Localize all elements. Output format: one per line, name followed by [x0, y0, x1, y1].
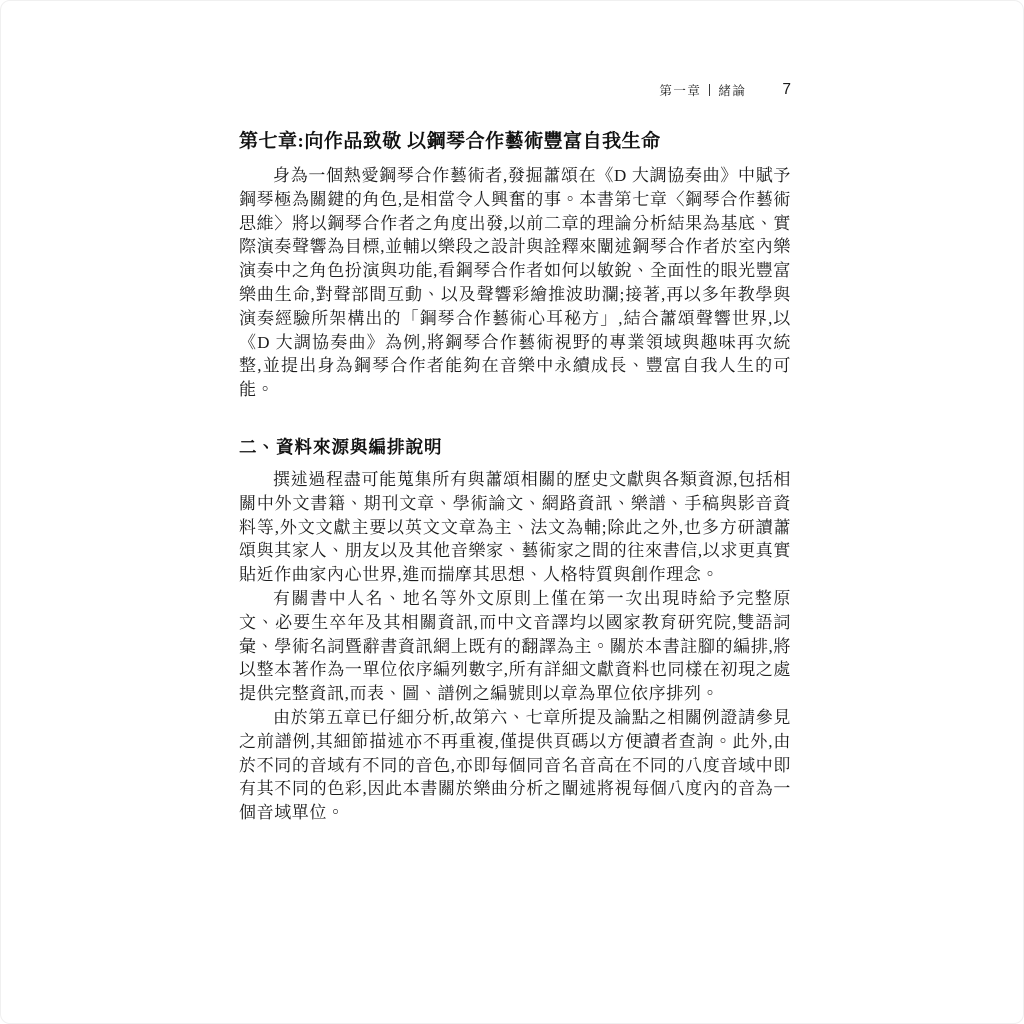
running-header-section: 緒論: [718, 84, 747, 98]
page-number: 7: [782, 81, 791, 98]
running-header: [239, 81, 791, 99]
section-paragraph: 有關書中人名、地名等外文原則上僅在第一次出現時給予完整原文、必要生卒年及其相關資訊,而中文音譯均以國家教育研究院,雙語詞彙、學術名詞暨辭書資訊網上既有的翻譯為主。關於本書註腳的編排,將以整本著作為一單位依序編列數字,所有詳細文獻資料也同樣在初現之處提供完整資訊,而表、圖、譜例之編號則以章為單位依序排列。: [239, 588, 791, 704]
section-paragraph: 由於第五章已仔細分析,故第六、七章所提及論點之相關例證請參見之前譜例,其細節描述亦不再重複,僅提供頁碼以方便讀者查詢。此外,由於不同的音域有不同的音色,亦即每個同音名音高在不同的八度音域中即有其不同的色彩,因此本書關於樂曲分析之闡述將視每個八度內的音為一個音域單位。: [239, 707, 791, 823]
chapter-title: 第七章:向作品致敬 以鋼琴合作藝術豐富自我生命: [239, 131, 661, 152]
intro-paragraph: 身為一個熱愛鋼琴合作藝術者,發掘蕭頌在《D 大調協奏曲》中賦予鋼琴極為關鍵的角色,是相當令人興奮的事。本書第七章〈鋼琴合作藝術思維〉將以鋼琴合作者之角度出發,以前二章的理論分析結果為基底、實際演奏聲響為目標,並輔以樂段之設計與詮釋來闡述鋼琴合作者於室內樂演奏中之角色扮演與功能,看鋼琴合作者如何以敏銳、全面性的眼光豐富樂曲生命,對聲部間互動、以及聲響彩繪推波助瀾;接著,再以多年教學與演奏經驗所架構出的「鋼琴合作藝術心耳秘方」,結合蕭頌聲響世界,以《D 大調協奏曲》為例,將鋼琴合作藝術視野的專業領域與趣味再次統整,並提出身為鋼琴合作者能夠在音樂中永續成長、豐富自我人生的可能。: [239, 166, 791, 400]
section-paragraph: 撰述過程盡可能蒐集所有與蕭頌相關的歷史文獻與各類資源,包括相關中外文書籍、期刊文章、學術論文、網路資訊、樂譜、手稿與影音資料等,外文文獻主要以英文文章為主、法文為輔;除此之外,也多方研讀蕭頌與其家人、朋友以及其他音樂家、藝術家之間的往來書信,以求更真實貼近作曲家內心世界,進而揣摩其思想、人格特質與創作理念。: [239, 469, 791, 585]
header-divider: [709, 84, 710, 96]
running-header-chapter: 第一章: [659, 84, 702, 98]
section-heading: 二、資料來源與編排說明: [239, 436, 443, 457]
page-body: [239, 128, 791, 825]
